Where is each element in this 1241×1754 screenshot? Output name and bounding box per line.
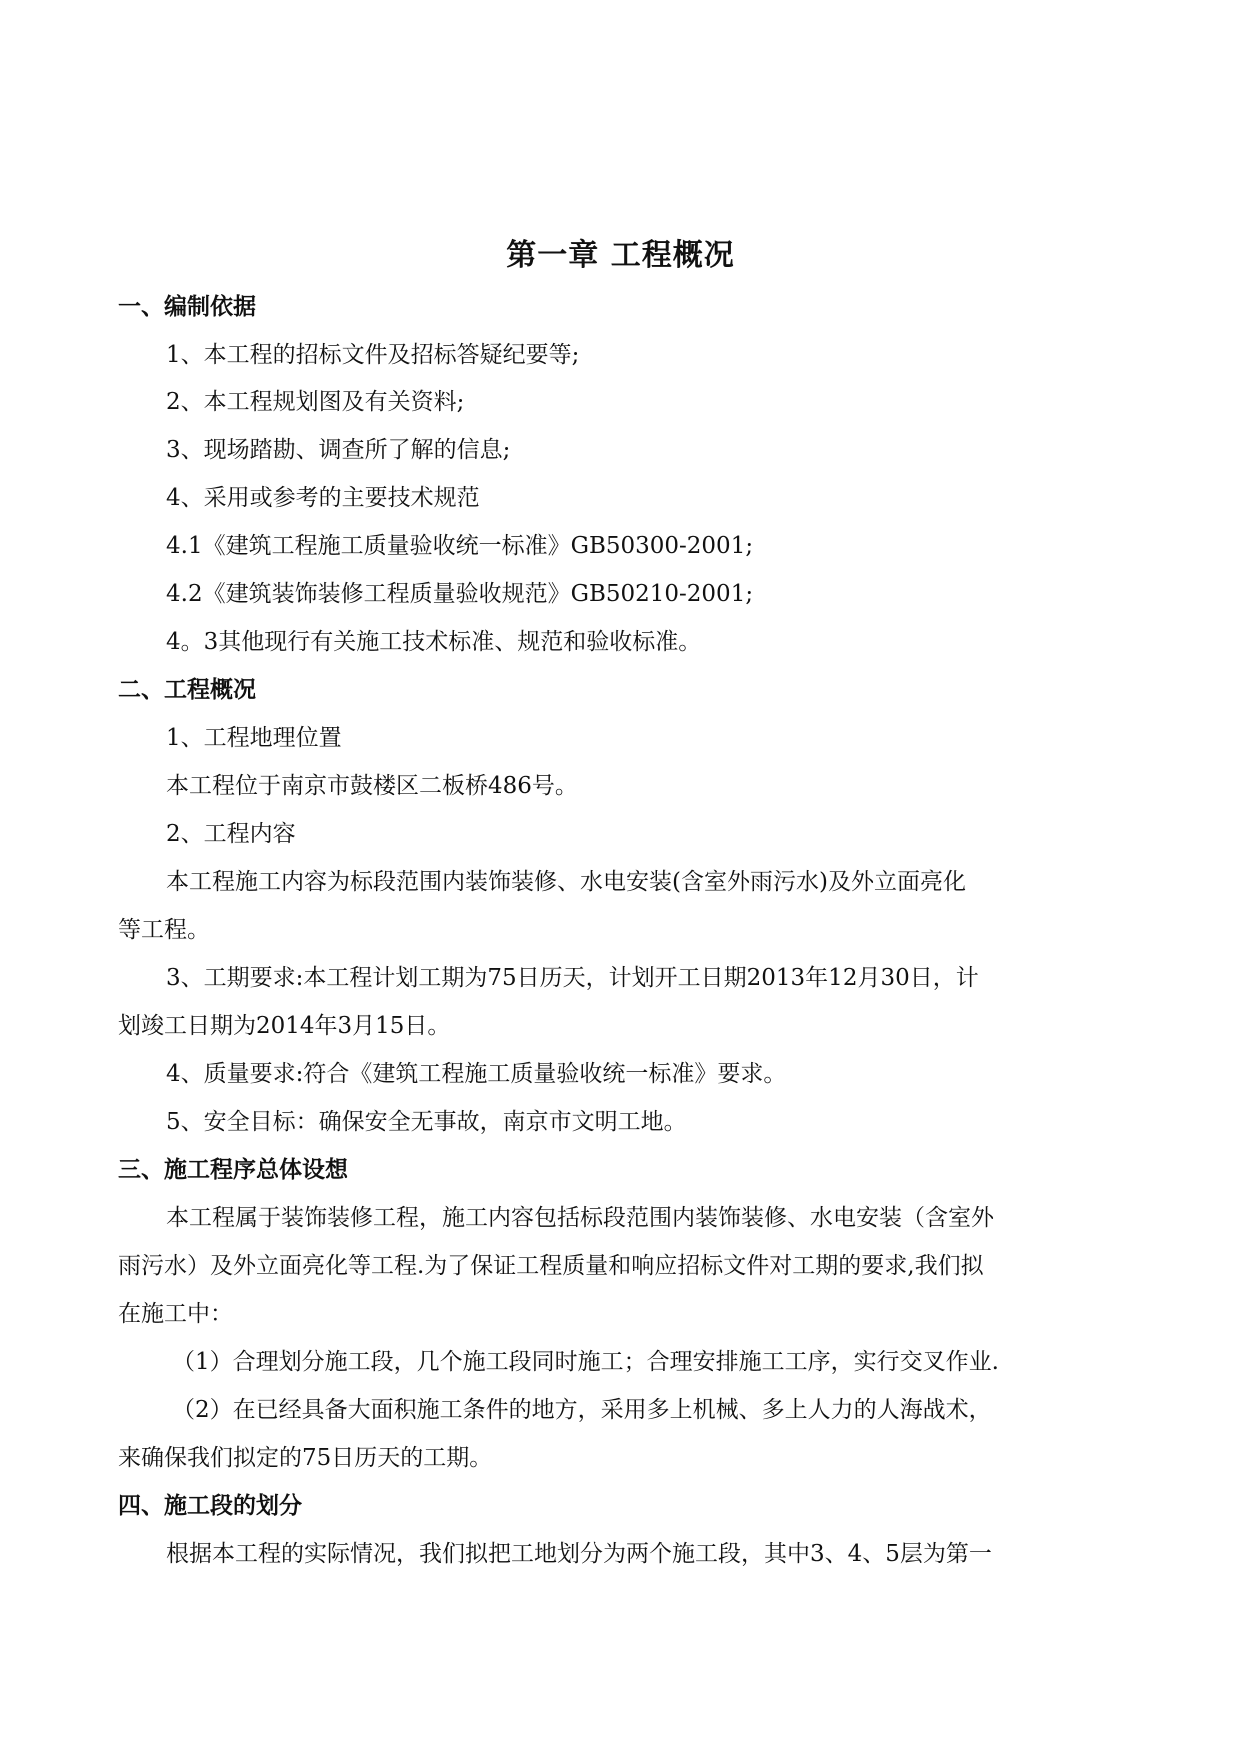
concept-text-2: 雨污水）及外立面亮化等工程.为了保证工程质量和响应招标文件对工期的要求,我们拟 [118, 1253, 984, 1279]
division-text-1: 根据本工程的实际情况，我们拟把工地划分为两个施工段，其中3、4、5层为第一 [166, 1541, 992, 1567]
overview-content-label: 2、工程内容 [166, 821, 296, 847]
overview-safety-text: 5、安全目标：确保安全无事故，南京市文明工地。 [166, 1109, 687, 1135]
overview-schedule-text-2: 划竣工日期为2014年3月15日。 [118, 1013, 451, 1039]
concept-item-2: （2）在已经具备大面积施工条件的地方，采用多上机械、多上人力的人海战术， [172, 1397, 992, 1423]
section-heading-2: 二、工程概况 [118, 677, 256, 703]
section-heading-4: 四、施工段的划分 [118, 1493, 302, 1519]
basis-item-4-1: 4.1《建筑工程施工质量验收统一标准》GB50300-2001; [166, 533, 754, 559]
section-heading-1: 一、编制依据 [118, 294, 256, 320]
concept-item-1: （1）合理划分施工段，几个施工段同时施工；合理安排施工工序，实行交叉作业. [172, 1349, 999, 1375]
concept-item-2-cont: 来确保我们拟定的75日历天的工期。 [118, 1445, 493, 1471]
basis-item-4-2: 4.2《建筑装饰装修工程质量验收规范》GB50210-2001; [166, 581, 754, 607]
concept-text-3: 在施工中： [118, 1301, 233, 1327]
overview-quality-text: 4、质量要求:符合《建筑工程施工质量验收统一标准》要求。 [166, 1061, 787, 1087]
overview-schedule-text-1: 3、工期要求:本工程计划工期为75日历天，计划开工日期2013年12月30日，计 [166, 965, 979, 991]
overview-location-label: 1、工程地理位置 [166, 725, 342, 751]
chapter-title: 第一章 工程概况 [506, 238, 735, 273]
overview-content-text-1: 本工程施工内容为标段范围内装饰装修、水电安装(含室外雨污水)及外立面亮化 [166, 869, 966, 895]
basis-item-2: 2、本工程规划图及有关资料; [166, 389, 465, 415]
basis-item-1: 1、本工程的招标文件及招标答疑纪要等; [166, 342, 580, 368]
concept-text-1: 本工程属于装饰装修工程，施工内容包括标段范围内装饰装修、水电安装（含室外 [166, 1205, 994, 1231]
basis-item-4: 4、采用或参考的主要技术规范 [166, 485, 480, 511]
overview-content-text-2: 等工程。 [118, 917, 210, 943]
overview-location-text: 本工程位于南京市鼓楼区二板桥486号。 [166, 773, 578, 799]
basis-item-4-3: 4。3其他现行有关施工技术标准、规范和验收标准。 [166, 629, 702, 655]
basis-item-3: 3、现场踏勘、调查所了解的信息; [166, 437, 511, 463]
section-heading-3: 三、施工程序总体设想 [118, 1157, 348, 1183]
